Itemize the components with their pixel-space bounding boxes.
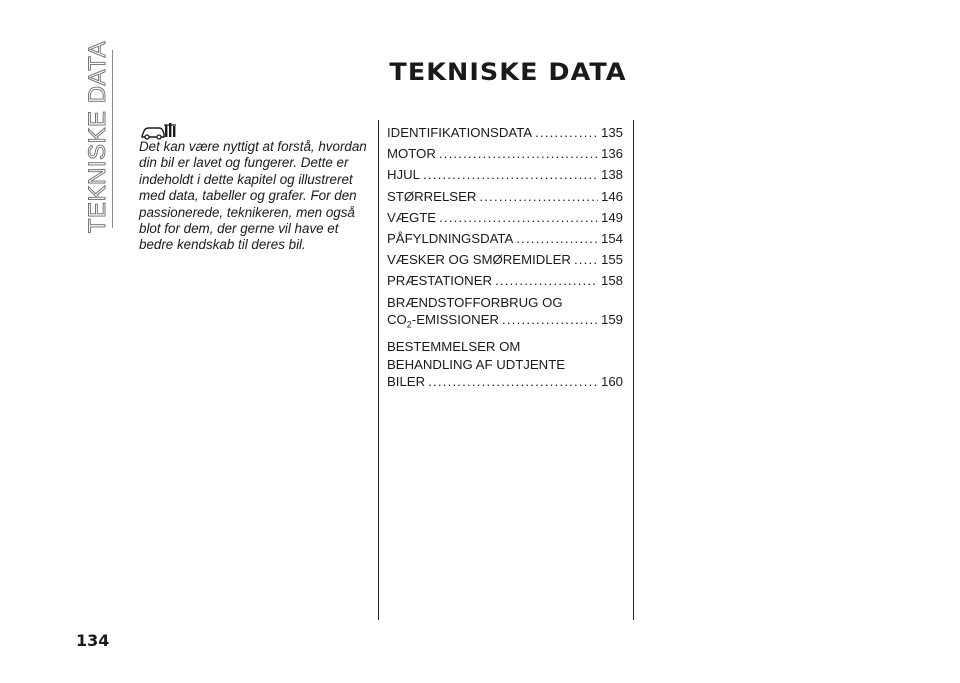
toc-page-number: 155 [600,252,623,268]
page-number: 134 [76,631,110,650]
toc-item-identifikationsdata[interactable]: IDENTIFIKATIONSDATA ..... 135 [387,124,623,142]
toc-item-vaegte[interactable]: VÆGTE ..... 149 [387,209,623,227]
toc-item-stoerrelser[interactable]: STØRRELSER ..... 146 [387,188,623,206]
column-divider-left [378,120,379,620]
toc-item-paafyldningsdata[interactable]: PÅFYLDNINGSDATA ..... 154 [387,230,623,248]
toc-page-number: 138 [600,167,623,183]
toc-item-hjul[interactable]: HJUL ..... 138 [387,166,623,184]
page-title: TEKNISKE DATA [389,58,627,86]
column-divider-right [633,120,634,620]
side-tab-label: TEKNISKE DATA [84,40,111,234]
toc-page-number: 135 [600,125,623,140]
toc-page-number: 136 [600,146,623,162]
toc-item-vaesker-og-smoeremidler[interactable]: VÆSKER OG SMØREMIDLER ..... 155 [387,251,623,269]
toc-item-praestationer[interactable]: PRÆSTATIONER ..... 158 [387,272,623,290]
toc-page-number: 146 [600,188,623,204]
car-with-wrench-icon [140,122,180,140]
intro-paragraph: Det kan være nyttigt at forstå, hvordan din bil er lavet og fungerer. Dette er indeholdt i dette kapitel og illustreret med data, tabeller og grafer. For den passionerede, teknikeren, men også blot for dem, der gerne vil have et bedre kendskab til deres bil. [139,139,367,253]
toc-page-number: 159 [600,312,623,328]
toc-item-motor[interactable]: MOTOR ..... 136 [387,145,623,163]
toc-item-udtjente-biler[interactable]: BESTEMMELSER OM BEHANDLING AF UDTJENTE BILER ..... 160 [387,338,623,391]
toc-item-braendstofforbrug[interactable]: BRÆNDSTOFFORBRUG OG $CO_2$-EMISSIONER ..... 159 [387,294,623,335]
toc-page-number: 160 [600,374,623,390]
side-tab-divider [112,50,113,228]
table-of-contents [387,124,623,394]
toc-page-number: 149 [600,209,623,225]
toc-page-number: 158 [600,273,623,289]
toc-page-number: 154 [600,230,623,246]
